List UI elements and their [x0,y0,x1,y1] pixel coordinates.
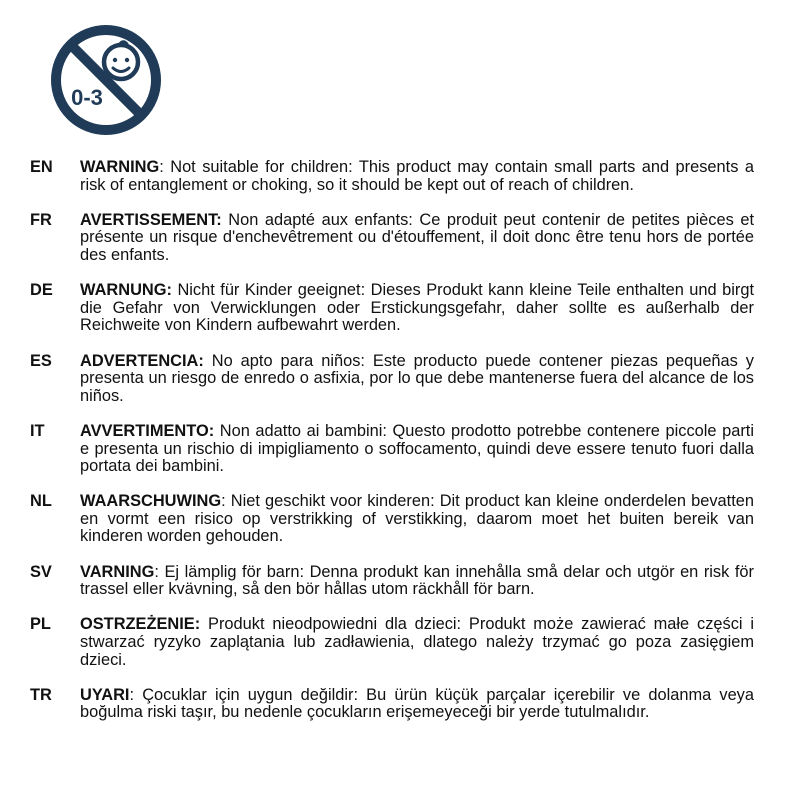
language-code: FR [30,210,52,229]
warning-body: : Ej lämplig för barn: Denna produkt kan innehålla små delar och utgör en risk för trassel eller kvävning, så den bör hållas utom räckhåll för barn. [80,562,754,599]
warning-list [30,159,754,740]
warning-body: : Çocuklar için uygun değildir: Bu ürün küçük parçalar içerebilir ve dolanma veya boğulma riski taşır, bu nedenle çocukların erişemeyeceği bir yerde tutulmalıdır. [80,685,754,722]
warning-text [80,564,754,599]
age-range-label: 0-3 [71,85,103,110]
warning-keyword: WAARSCHUWING [80,492,222,511]
warning-tr [30,687,754,722]
language-code: EN [30,158,53,176]
warning-text [80,616,754,669]
warning-sv [30,564,754,599]
warning-keyword: UYARI [80,685,130,704]
warning-keyword: AVERTISSEMENT: [80,210,222,229]
language-code: SV [30,562,52,581]
warning-pl [30,616,754,669]
language-code: TR [30,685,52,704]
warning-text [80,282,754,335]
warning-body: Non adatto ai bambini: Questo prodotto potrebbe contenere piccole parti e presenta un rischio di impigliamento o soffocamento, quindi deve essere tenuto fuori dalla portata dei bambini. [80,421,754,476]
warning-keyword: AVVERTIMENTO: [80,421,215,440]
warning-body: : Niet geschikt voor kinderen: Dit product kan kleine onderdelen bevatten en vormt een risico op verstrikking of verstikking, daarom moet het buiten bereik van kinderen worden gehouden. [80,492,754,546]
warning-keyword: VARNING [80,562,155,581]
warning-text [80,493,754,546]
warning-body: No apto para niños: Este producto puede contener piezas pequeñas y presenta un riesgo de enredo o asfixia, por lo que debe mantenerse fuera del alcance de los niños. [80,351,754,405]
warning-text [80,687,754,722]
warning-nl [30,493,754,546]
warning-body: Nicht für Kinder geeignet: Dieses Produkt kann kleine Teile enthalten und birgt die Gefahr von Verwicklungen oder Erstickungsgefahr, daher sollte es außerhalb der Reichweite von Kindern aufbewahrt werden. [80,281,754,335]
warning-text [80,423,754,476]
warning-text [80,159,754,194]
warning-body: Produkt nieodpowiedni dla dzieci: Produkt może zawierać małe części i stwarzać ryzyko zaplątania lub zadławienia, dlatego należy trzymać go poza zasięgiem dzieci. [80,615,754,669]
language-code: ES [30,351,52,370]
warning-it [30,423,754,476]
warning-text [80,353,754,406]
warning-keyword: WARNING [80,158,160,176]
warning-body: Non adapté aux enfants: Ce produit peut contenir de petites pièces et présente un risque d'enchevêtrement ou d'étouffement, il doit donc être tenu hors de portée des enfants. [80,210,754,264]
warning-en [30,159,754,194]
warning-fr [30,212,754,265]
warning-es [30,353,754,406]
warning-keyword: OSTRZEŻENIE: [80,615,201,634]
language-code: IT [30,421,45,440]
warning-de [30,282,754,335]
language-code: DE [30,281,53,300]
language-code: NL [30,492,52,511]
age-restriction-0-3-icon [49,23,163,137]
warning-text [80,212,754,265]
language-code: PL [30,615,51,634]
warning-body: : Not suitable for children: This product may contain small parts and presents a risk of entanglement or choking, so it should be kept out of reach of children. [80,158,754,194]
warning-keyword: ADVERTENCIA: [80,351,204,370]
warning-keyword: WARNUNG: [80,281,172,300]
